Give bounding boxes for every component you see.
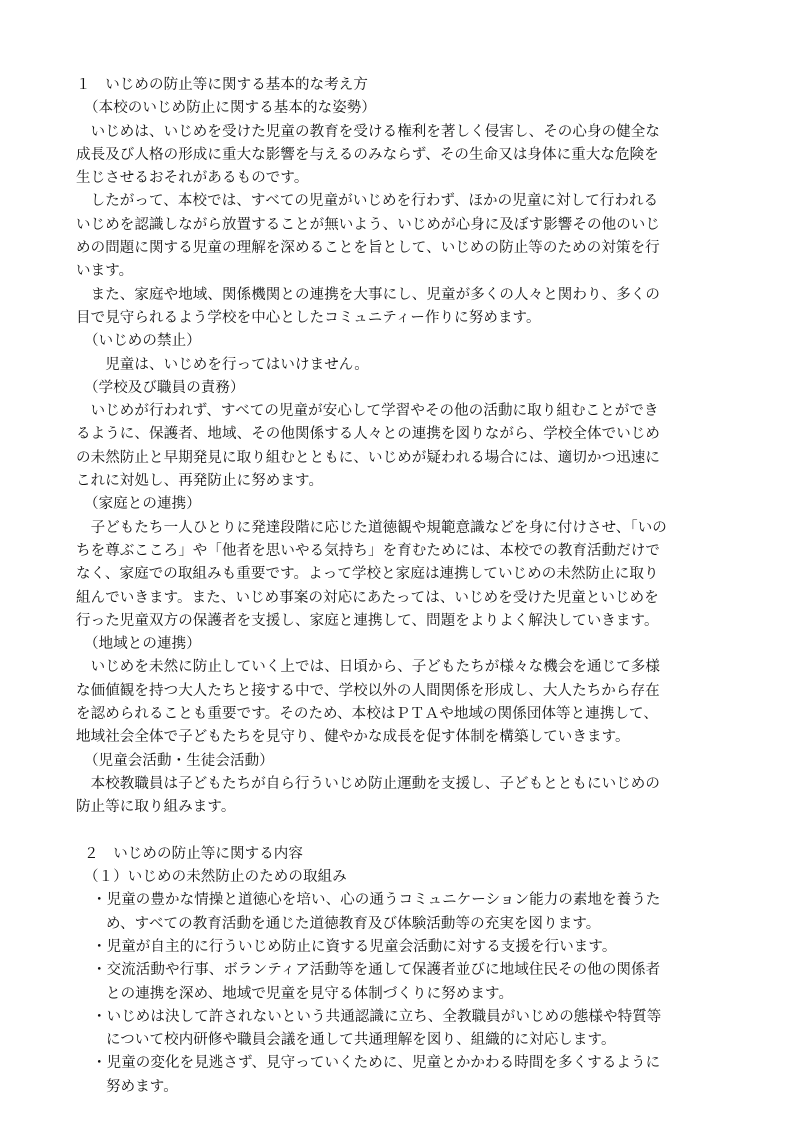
bullet-item: ・児童が自主的に行ういじめ防止に資する児童会活動に対する支援を行います。: [92, 938, 617, 955]
subheading: （児童会活動・生徒会活動）: [84, 752, 274, 769]
subheading: （学校及び職員の責務）: [84, 379, 245, 396]
paragraph-line: 本校教職員は子どもたちが自ら行ういじめ防止運動を支援し、子どもとともにいじめの: [76, 775, 660, 792]
paragraph-line: 地域社会全体で子どもたちを見守り、健やかな成長を促す体制を構築していきます。: [76, 729, 630, 746]
document-body: [76, 74, 718, 1099]
subheading: （いじめの禁止）: [84, 333, 201, 350]
paragraph-line: 防止等に取り組みます。: [76, 799, 236, 816]
paragraph-line: いじめを認識しながら放置することが無いよう、いじめが心身に及ぼす影響その他のいじ: [76, 216, 660, 233]
paragraph-line: いじめは、いじめを受けた児童の教育を受ける権利を著しく侵害し、その心身の健全な: [76, 123, 660, 140]
paragraph-line: の未然防止と早期発見に取り組むとともに、いじめが疑われる場合には、適切かつ迅速に: [76, 449, 660, 466]
paragraph-line: ちを尊ぶこころ」や「他者を思いやる気持ち」を育むためには、本校での教育活動だけで: [76, 542, 660, 559]
paragraph-line: るように、保護者、地域、その他関係する人々との連携を図りながら、学校全体でいじめ: [76, 426, 660, 443]
bullet-item-continuation: について校内研修や職員会議を通して共通理解を図り、組織的に対応します。: [106, 1032, 616, 1049]
paragraph-line: 組んでいきます。また、いじめ事案の対応にあたっては、いじめを受けた児童といじめを: [76, 589, 659, 606]
paragraph-line: したがって、本校では、すべての児童がいじめを行わず、ほかの児童に対して行われる: [76, 193, 659, 210]
paragraph-line: な価値観を持つ大人たちと接する中で、学校以外の人間関係を形成し、大人たちから存在: [76, 682, 660, 699]
paragraph-line: また、家庭や地域、関係機関との連携を大事にし、児童が多くの人々と関わり、多くの: [76, 286, 660, 303]
paragraph-line: 成長及び人格の形成に重大な影響を与えるのみならず、その生命又は身体に重大な危険を: [76, 146, 659, 163]
spacer: [76, 820, 718, 843]
paragraph-line: 行った児童双方の保護者を支援し、家庭と連携して、問題をよりよく解決していきます。: [76, 612, 659, 629]
bullet-item: ・交流活動や行事、ボランティア活動等を通して保護者並びに地域住民その他の関係者: [92, 962, 661, 979]
paragraph-line: 生じさせるおそれがあるものです。: [76, 170, 309, 187]
paragraph-line: います。: [76, 263, 134, 280]
bullet-item-continuation: との連携を深め、地域で児童を見守る体制づくりに努めます。: [106, 985, 514, 1002]
paragraph-line: 子どもたち一人ひとりに発達段階に応じた道徳観や規範意識などを身に付けさせ、「いの: [76, 519, 667, 536]
paragraph-line: 児童は、いじめを行ってはいけません。: [76, 356, 369, 373]
subheading: （１）いじめの未然防止のための取組み: [84, 869, 347, 886]
subheading: （家庭との連携）: [84, 496, 201, 513]
paragraph-line: を認められることも重要です。そのため、本校はＰＴＡや地域の関係団体等と連携して、: [76, 706, 658, 723]
bullet-item-continuation: 努めます。: [106, 1078, 178, 1095]
bullet-item: ・いじめは決して許されないという共通認識に立ち、全教職員がいじめの態様や特質等: [92, 1008, 662, 1025]
paragraph-line: いじめを未然に防止していく上では、日頃から、子どもたちが様々な機会を通じて多様: [76, 659, 660, 676]
bullet-item: ・児童の豊かな情操と道徳心を培い、心の通うコミュニケーション能力の素地を養うた: [92, 892, 661, 909]
subheading: （本校のいじめ防止に関する基本的な姿勢）: [84, 100, 376, 117]
bullet-item: ・児童の変化を見逃さず、見守っていくために、児童とかかわる時間を多くするように: [92, 1055, 661, 1072]
section-heading: １ いじめの防止等に関する基本的な考え方: [76, 77, 368, 93]
paragraph-line: なく、家庭での取組みも重要です。よって学校と家庭は連携していじめの未然防止に取り: [76, 566, 659, 583]
paragraph-line: 目で見守られるよう学校を中心としたコミュニティー作りに努めます。: [76, 309, 541, 326]
subheading: （地域との連携）: [84, 636, 201, 653]
paragraph-line: これに対処し、再発防止に努めます。: [76, 473, 324, 490]
paragraph-line: いじめが行われず、すべての児童が安心して学習やその他の活動に取り組むことができ: [76, 403, 659, 420]
bullet-item-continuation: め、すべての教育活動を通じた道徳教育及び体験活動等の充実を図ります。: [106, 915, 601, 932]
paragraph-line: めの問題に関する児童の理解を深めることを旨として、いじめの防止等のための対策を行: [76, 240, 660, 257]
section-heading: ２ いじめの防止等に関する内容: [84, 845, 303, 862]
